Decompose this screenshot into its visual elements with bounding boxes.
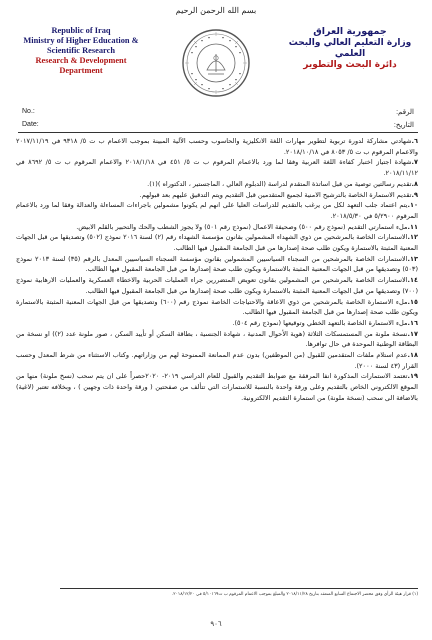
- header-country-en: Republic of Iraq: [51, 26, 111, 35]
- requirements-list: [16, 136, 418, 584]
- list-item: ١٩.تعتمد الاستمارات المذكورة انفا المرفقة مع ضوابط التقديم والقبول للعام الدراسي ٢٠١٩- ٢٠٢٠حصراً على ان يتم سحب (نسخ ملونة) منها من الموقع الالكتروني الخاص بالتقديم وعلى ورقة واحدة بالنسبة للاستمارات التي تتألف من صفحتين ( ورقة واحدة ذات وجهين ) ، وبخلافه تعتبر (لاغية) بالاضافة الى سحب (نسخة ملونة) من استمارة التقديم الالكترونية.: [16, 372, 418, 402]
- list-item: ٨.تقديم رسالتين توصية من قبل اساتذة المتقدم لدراسة (الدبلوم العالي ، الماجستير ، الدكتوراه )(١).: [147, 179, 418, 188]
- list-item: ١٨.عدم استلام ملفات المتقدمين للقبول (من الموظفين) بدون عدم الممانعة الممنوحة لهم من وزاراتهم. وكتاب الاستثناء من شرط المعدل وحسب القرار (٤٣ لسنة ٢٠٠٠).: [16, 351, 418, 370]
- list-item: ١٥.ملء الاستمارة الخاصة بالمرشحين من ذوي الاعاقة والاحتياجات الخاصة نموذج رقم (٦٠٠) وتصديقها من قبل الجهات المعنية المثبتة بالاستمارة ويكون طلب صحة إصدارها من قبل الجامعة المقبول فيها الطالب.: [16, 297, 418, 317]
- list-item: ١٤.الاستمارات الخاصة بالمرشحين من المشمولين بقانون تعويض المتضررين جراء العمليات الحربية والاخطاء العسكرية والعمليات الارهابية نموذج (٧٠٠) وتصديقها من قبل الجهات المعنية المثبتة بالاستمارة ويكون طلب صحة إصدارها من قبل الجامعة المقبول فيها الطالب.: [16, 276, 418, 295]
- header-department-en-1: Research & Development: [35, 55, 127, 65]
- header-ministry-en-2: Scientific Research: [47, 45, 115, 55]
- list-item: ١٦.ملء الاستمارة الخاصة بالتعهد الخطي وتوقيعها (نموذج رقم ٥٠٤).: [232, 318, 418, 327]
- basmala-header: بسم الله الرحمن الرحيم: [175, 6, 257, 15]
- header-department-ar: دائرة البحث والتطوير: [303, 60, 397, 71]
- list-item: ١٢.الاستمارات الخاصة بالمرشحين من ذوي الشهداء المشمولين بقانون مؤسسة الشهداء رقم (٢) لسنة ٢٠١٦ نموذج (٥٠٢) وتصديقها من قبل الجهات المعنية المثبتة بالاستمارة ويكون طلب صحة إصدارها من قبل الجامعة المقبول فيها الطالب.: [16, 233, 418, 253]
- number-field-en: [22, 108, 35, 115]
- list-item: ٧.شهادة اجتياز اختبار كفاءة اللغة العربية وفقا لما ورد بالاعمام المرقوم ب ت ٥/ ٤٥١ في ٢٠١٨/١/١٨ والاعمام المرقوم ب ت ٥/ ٨٦٩٢ في ٢٠١٨/١١/١٢.: [16, 158, 418, 178]
- list-item: ١٧.نسخة ملونة من المستمسكات الثلاثة (هوية الأحوال المدنية ، شهادة الجنسية ، بطاقة السكن أو تأييد السكن ، صور ملونة عدد (٢)) او نسخة من البطاقة الوطنية الموحدة في حال توافرها.: [16, 329, 418, 349]
- header-ministry-en-1: Ministry of Higher Education &: [23, 35, 139, 45]
- header-country-ar: جمهورية العراق: [313, 26, 387, 37]
- date-label-ar: التاريخ:: [393, 122, 414, 129]
- ministry-seal-icon: [181, 28, 251, 98]
- list-item: ١١.ملء استمارتي التقديم (نموذج رقم ٥٠٠) وصحيفة الاعمال (نموذج رقم ٥٠١) ولا يجوز الشطب والحك والتحبير بالقلم الابيض.: [76, 222, 418, 231]
- footnote-divider: [60, 588, 418, 589]
- date-field-en: [22, 121, 39, 128]
- header-arabic-block: [284, 26, 416, 72]
- list-item: ٩.تقديم الاستمارة الخاصة بالترشيح الامنية لجميع المتقدمين قبل التقديم ويتم التدقيق عليهم بعد قبولهم.: [139, 190, 418, 199]
- list-item: ٦.شهادتي مشاركة لدورة تربوية لتطوير مهارات اللغة الانكليزية والحاسوب وحسب الآلية المبينة بموجب الاعمام ب ت ٥/ ٩٣١٨ في ٢٠١٧/١١/١٩ والاعمام المرقوم ب ت ٥/ ٨٠٥٣ في ٢٠١٨/١٠/١٨.: [16, 137, 418, 156]
- date-field-ar: [394, 121, 414, 129]
- list-item: ١٠.يتم اعتماد جلب التعهد لكل من يرغب بالتقديم للدراسات العليا على انهم لم يكونوا مشمولين باجراءات المساءلة والعدالة وفقا لما ورد بالاعمام المرقوم ٥/٢٩٠٠ في ٢٠١٨/٥/٣٠.: [16, 201, 418, 220]
- date-label-en: Date:: [22, 121, 39, 128]
- number-label-ar: الرقم:: [396, 109, 414, 116]
- header-divider: [18, 132, 418, 133]
- list-item: ١٣.الاستمارات الخاصة بالمرشحين من السجناء السياسيين المشمولين بقانون مؤسسة السجناء السياسيين المعدل بالرقم (٣٥) لسنة ٢٠١٣ نموذج (٥٠٣) وتصديقها من قبل الجهات المعنية المثبتة بالاستمارة ويكون طلب صحة إصدارها من قبل الجامعة المقبول فيها الطالب.: [16, 254, 418, 274]
- number-field-ar: [396, 108, 414, 116]
- header-english-block: [18, 26, 144, 76]
- page-number: ٩٠٦: [210, 620, 222, 628]
- footnote: (١) قرار هيئة الرأي وفق محضر الاجتماع السابع المنعقد بتاريخ ٢٠١٨/١١/٢٨ والمبلغ بموجب الاعمام المرقوم ب ت٥/١٠١٦٩ في ٢٠١٨/١٢/٢٠.: [171, 592, 418, 597]
- header-department-en-2: Department: [59, 65, 103, 75]
- header-ministry-ar: وزارة التعليم العالي والبحث العلمي: [288, 37, 412, 60]
- number-label-en: No.:: [22, 108, 35, 115]
